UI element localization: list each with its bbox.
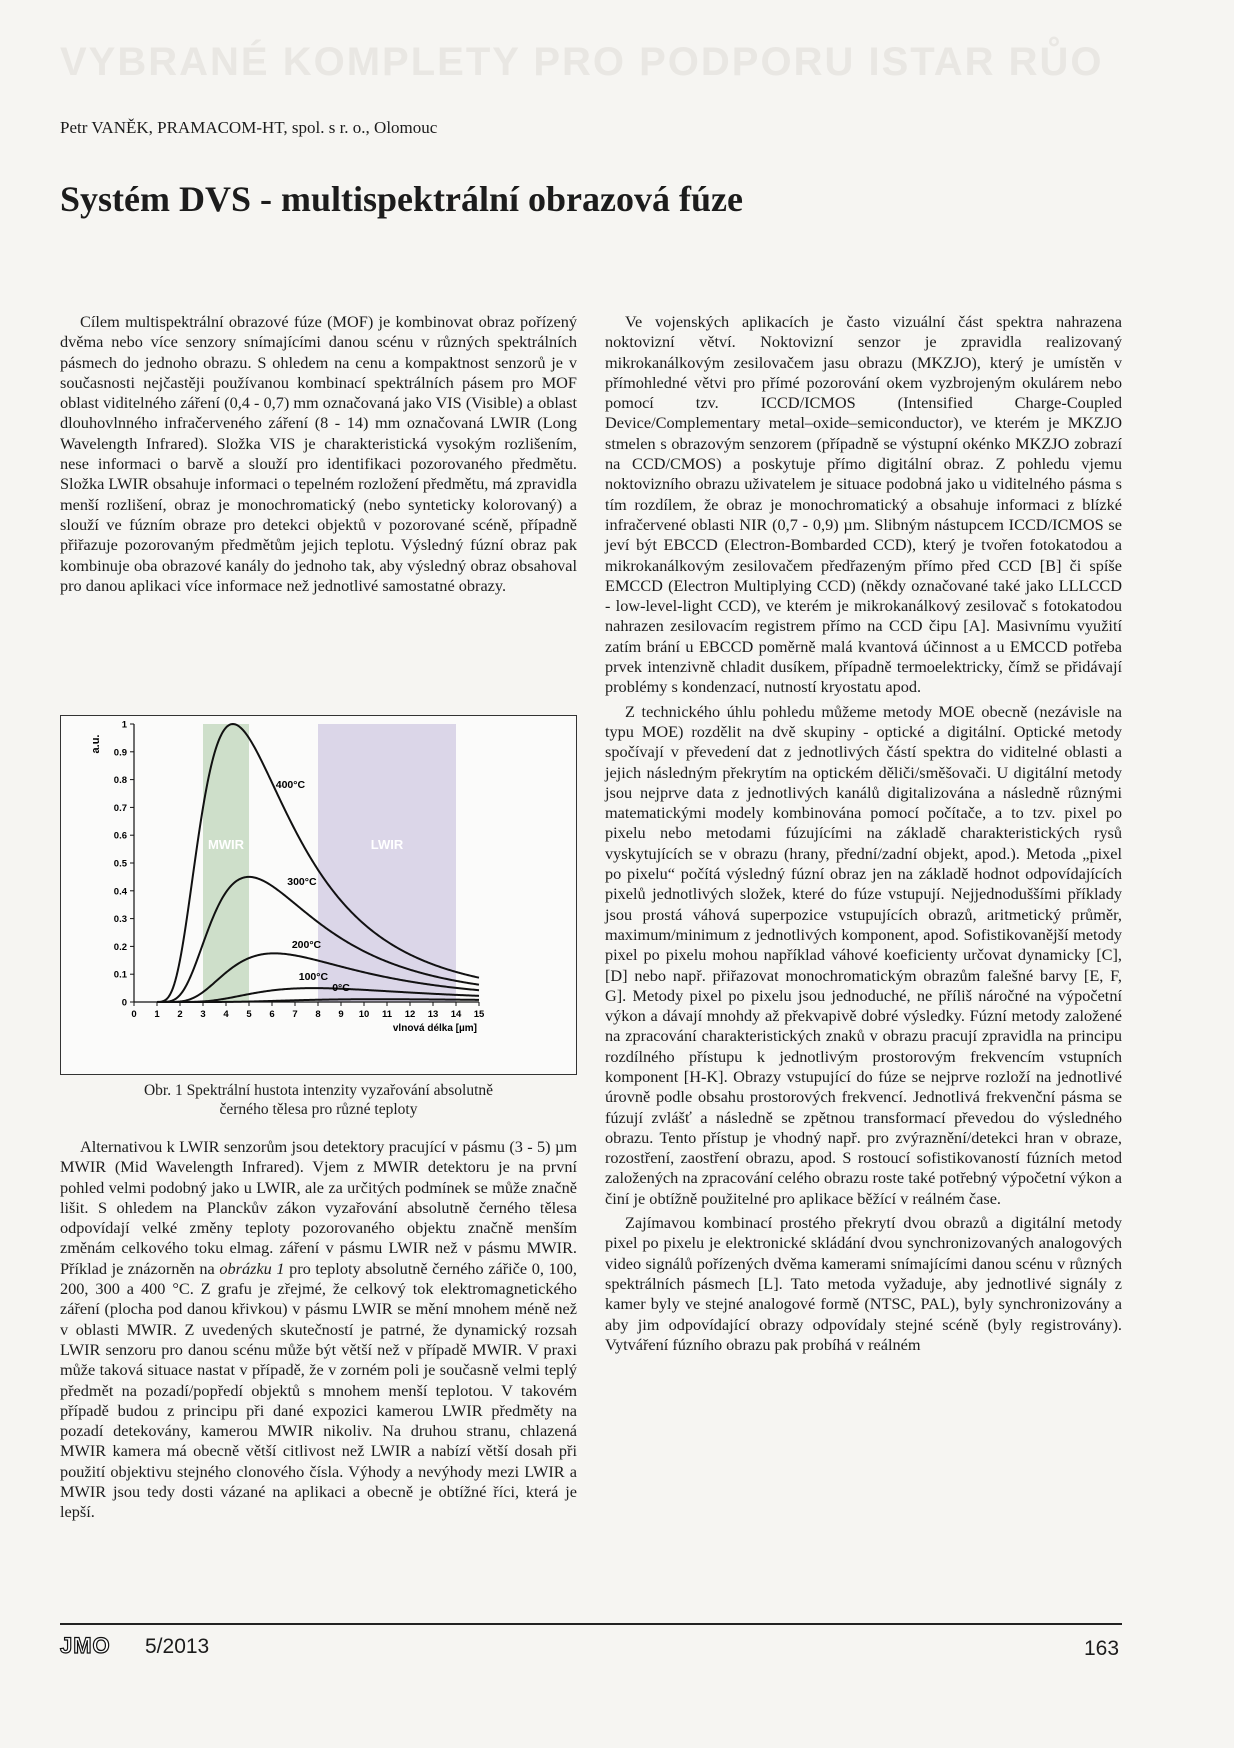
- series-label: 300°C: [287, 876, 317, 889]
- x-tick-label: 14: [450, 1009, 462, 1020]
- left-column-bottom: [60, 1137, 577, 1523]
- x-tick-label: 7: [292, 1009, 298, 1020]
- x-tick-label: 4: [223, 1009, 229, 1020]
- background-ghost-text: VYBRANÉ KOMPLETY PRO PODPORU ISTAR RŮO: [60, 40, 1104, 84]
- x-tick-label: 11: [381, 1009, 393, 1020]
- article-title: Systém DVS - multispektrální obrazová fúze: [60, 179, 743, 219]
- caption-line-2: černého tělesa pro různé teploty: [219, 1101, 418, 1118]
- band-label: LWIR: [370, 837, 404, 853]
- x-tick-label: 1: [154, 1009, 160, 1020]
- x-tick-label: 5: [246, 1009, 252, 1020]
- figure-chart: [60, 715, 577, 1075]
- x-tick-label: 10: [358, 1009, 370, 1020]
- right-column: [605, 312, 1122, 1359]
- text-run: Alternativou k LWIR senzorům jsou detektory pracující v pásmu (3 - 5) µm MWIR (Mid Wavelength Infrared). Vjem z MWIR detektoru je na první pohled velmi podobný jako u LWIR, ale za určitých podmínek se může značně lišit. S ohledem na Planckův zákon vyzařování absolutně černého tělesa odpovídají velké změny teploty pozorovaného objektu značně menším změnám celkového toku elmag. záření v pásmu LWIR než v pásmu MWIR. Příklad je znázorněn na: [60, 1137, 577, 1278]
- y-tick-label: 0.8: [113, 775, 127, 787]
- y-tick-label: 0.9: [113, 747, 127, 759]
- y-tick-label: 0.1: [113, 969, 127, 981]
- x-tick-label: 15: [473, 1009, 485, 1020]
- y-tick-label: 1: [121, 719, 127, 731]
- series-label: 400°C: [275, 778, 306, 791]
- figure-caption: [60, 1081, 577, 1119]
- y-axis-label: a.u.: [90, 734, 102, 754]
- x-tick-label: 12: [404, 1009, 416, 1020]
- text-run: pro teploty absolutně černého zářiče 0, 100, 200, 300 a 400 °C. Z grafu je zřejmé, že celkový tok elektromagnetického záření (plocha pod danou křivkou) v pásmu LWIR se mění mnohem méně než v oblasti MWIR. Z uvedených skutečností je patrné, že dynamický rozsah LWIR senzoru pro danou scénu může být větší než v případě MWIR. V praxi může taková situace nastat v případě, že v zorném poli je současně velmi teplý předmět na pozadí/popředí objektů s mnohem menší teplotou. V takovém případě budou z principu při dané expozici kamerou LWIR předměty na pozadí detekovány, kamerou MWIR nikoliv. Na druhou stranu, chlazená MWIR kamera má obecně větší citlivost než LWIR a nabízí větší dosah při použití objektivu stejného clonového čísla. Výhody a nevýhody mezi LWIR a MWIR jsou tedy dosti vázané na aplikaci a obecně je obtížné říci, která je lepší.: [60, 1258, 577, 1522]
- author-line: Petr VANĚK, PRAMACOM-HT, spol. s r. o., Olomouc: [60, 118, 438, 137]
- y-tick-label: 0.4: [113, 886, 127, 898]
- band-label: MWIR: [207, 837, 245, 853]
- y-tick-label: 0.2: [113, 941, 127, 953]
- paragraph: Z technického úhlu pohledu můžeme metody MOE obecně (nezávisle na typu MOE) rozdělit na dvě skupiny - optické a digitální. Optické metody spočívají v převedení dat z jednotlivých částí spektra do viditelné oblasti a jejich následným překrytím na optickém děliči/směšovači. U digitální metody jsou nejprve data z jednotlivých kanálů digitalizována a následně různými matematickými modely kombinována pomocí počítače, a to tzv. pixel po pixelu nebo metodami fúzujícími na základě charakteristických rysů vyskytujících se v obrazu (hrany, přední/zadní objekt, apod.). Metoda „pixel po pixelu“ počítá výsledný fúzní obraz jen na základě hodnot odpovídajících pixelů jednotlivých složek, které do fúze vstupují. Nejjednoduššími příklady jsou prostá váhová superpozice vstupujících obrazů, aritmetický průměr, maximum/minimum z jednotlivých komponent, apod. Sofistikovanější metody pixel po pixelu mohou například váhové koeficienty určovat dynamicky [C], [D] nebo např. přiřazovat monochromatickým obrazům falešné barvy [E, F, G]. Metody pixel po pixelu jsou jednoduché, ne příliš náročné na výpočetní výkon a dávají mnohdy až překvapivě dobré výsledky. Fúzní metody založené na zpracování charakteristických znaků v obrazu pracují zpravidla na principu rozdílného přístupu k jednotlivým prostorovým frekvencím vstupních komponent [H-K]. Obrazy vstupující do fúze se nejprve rozloží na jednotlivé úrovně podle obsahu prostorových frekvencí. Jednotlivá frekvenční pásma se fúzují zvlášť a následně se zpětnou transformací převedou do výsledného obrazu. Tento přístup je vhodný např. pro zvýraznění/detekci hran v obraze, rozostření, zaostření obrazu, apod. S rostoucí sofistikovaností fúzních metod založených na zpracování celého obrazu roste také potřebný výpočetní výkon a činí je obtížně použitelné pro aplikace běžící v reálném čase.: [605, 701, 1122, 1208]
- x-tick-label: 9: [338, 1009, 344, 1020]
- x-tick-label: 13: [427, 1009, 439, 1020]
- y-tick-label: 0.6: [113, 830, 127, 842]
- page-number: 163: [1084, 1637, 1120, 1660]
- y-tick-label: 0.3: [113, 914, 127, 926]
- footer-rule: [60, 1623, 1122, 1625]
- band-lwir: [318, 724, 456, 1002]
- series-label: 0°C: [332, 981, 350, 994]
- y-tick-label: 0.7: [113, 802, 127, 814]
- journal-logo: JMO: [60, 1633, 111, 1658]
- series-label: 200°C: [291, 938, 322, 951]
- x-axis-label: vlnová délka [µm]: [392, 1023, 477, 1034]
- paragraph: Ve vojenských aplikacích je často vizuální část spektra nahrazena noktovizní větví. Noktovizní senzor je zpravidla realizovaný mikrokanálkovým zesilovačem jasu obrazu (MKZJO), který je umístěn v přímohledné větvi pro přímé pozorování okem vyzbrojeným okulárem nebo pomocí tzv. ICCD/ICMOS (Intensified Charge-Coupled Device/Complementary metal–oxide–semiconductor), ve kterém je MKZJO stmelen s obrazovým senzorem (případně se výstupní okénko MKZJO zobrazí na CCD/CMOS) a poskytuje přímo digitální obraz. Z pohledu vjemu noktovizního obrazu uživatelem je situace podobná jako u viditelného pásma s tím rozdílem, že obraz je monochromatický a obsahuje informaci z blízké infračervené oblasti NIR (0,7 - 0,9) µm. Slibným nástupcem ICCD/ICMOS se jeví být EBCCD (Electron-Bombarded CCD), který je tvořen fotokatodou a mikrokanálkovým zesilovačem předřazeným přímo před CCD [B] či spíše EMCCD (Electron Multiplying CCD) (někdy označované také jako LLLCCD - low-level-light CCD), ve kterém je mikrokanálkový zesilovač s fotokatodou nahrazen zesilovacím registrem přímo na CCD čipu [A]. Masivnímu využití zatím brání u EBCCD poměrně malá kvantová účinnost a u EMCCD potřeba prvek intenzivně chladit dusíkem, případně termoelektricky, čímž se přidávají problémy s kondenzací, nutností kryostatu apod.: [605, 312, 1122, 697]
- paragraph: Zajímavou kombinací prostého překrytí dvou obrazů a digitální metody pixel po pixelu je elektronické skládání dvou synchronizovaných analogových video signálů pořízených dvěma kamerami snímajícími danou scénu v různých spektrálních pásmech [L]. Tato metoda vyžaduje, aby jednotlivé signály z kamer byly ve stejné analogové formě (NTSC, PAL), byly synchronizovány a aby jim odpovídající obrazy odpovídaly stejné scéně (byly registrovány). Vytváření fúzního obrazu pak probíhá v reálném: [605, 1213, 1122, 1354]
- x-tick-label: 3: [200, 1009, 206, 1020]
- paragraph: Cílem multispektrální obrazové fúze (MOF) je kombinovat obraz pořízený dvěma nebo více senzory snímajícími danou scénu v různých spektrálních pásmech do jednoho obrazu. S ohledem na cenu a kompaktnost senzorů je v současnosti nejčastěji používanou kombinací spektrálních pásem pro MOF oblast viditelného záření (0,4 - 0,7) mm označovaná jako VIS (Visible) a oblast dlouhovlnného infračerveného záření (8 - 14) mm označovaná LWIR (Long Wavelength Infrared). Složka VIS je charakteristická vysokým rozlišením, nese informaci o barvě a slouží pro identifikaci pozorovaného předmětu. Složka LWIR obsahuje informaci o tepelném rozložení předmětu, má zpravidla menší rozlišení, obraz je monochromatický (nebo synteticky kolorovaný) a slouží ve fúzním obraze pro detekci objektů v pozorované scéně, případně přiřazuje pozorovaným předmětům jejich teplotu. Výsledný fúzní obraz pak kombinuje oba obrazové kanály do jednoho tak, aby výsledný obraz obsahoval pro danou aplikaci více informace než jednotlivé samostatné obrazy.: [60, 312, 577, 595]
- blackbody-chart: [61, 716, 576, 1074]
- x-tick-label: 8: [315, 1009, 321, 1020]
- y-tick-label: 0.5: [113, 858, 127, 870]
- issue-number: 5/2013: [145, 1635, 210, 1658]
- x-tick-label: 0: [131, 1009, 137, 1020]
- figure-reference[interactable]: obrázku 1: [219, 1258, 285, 1278]
- caption-line-1: Obr. 1 Spektrální hustota intenzity vyzařování absolutně: [143, 1082, 494, 1099]
- y-tick-label: 0: [121, 997, 127, 1009]
- x-tick-label: 2: [177, 1009, 183, 1020]
- left-column-top: [60, 312, 577, 600]
- paragraph: [60, 1137, 577, 1523]
- series-label: 100°C: [298, 970, 329, 983]
- x-tick-label: 6: [269, 1009, 275, 1020]
